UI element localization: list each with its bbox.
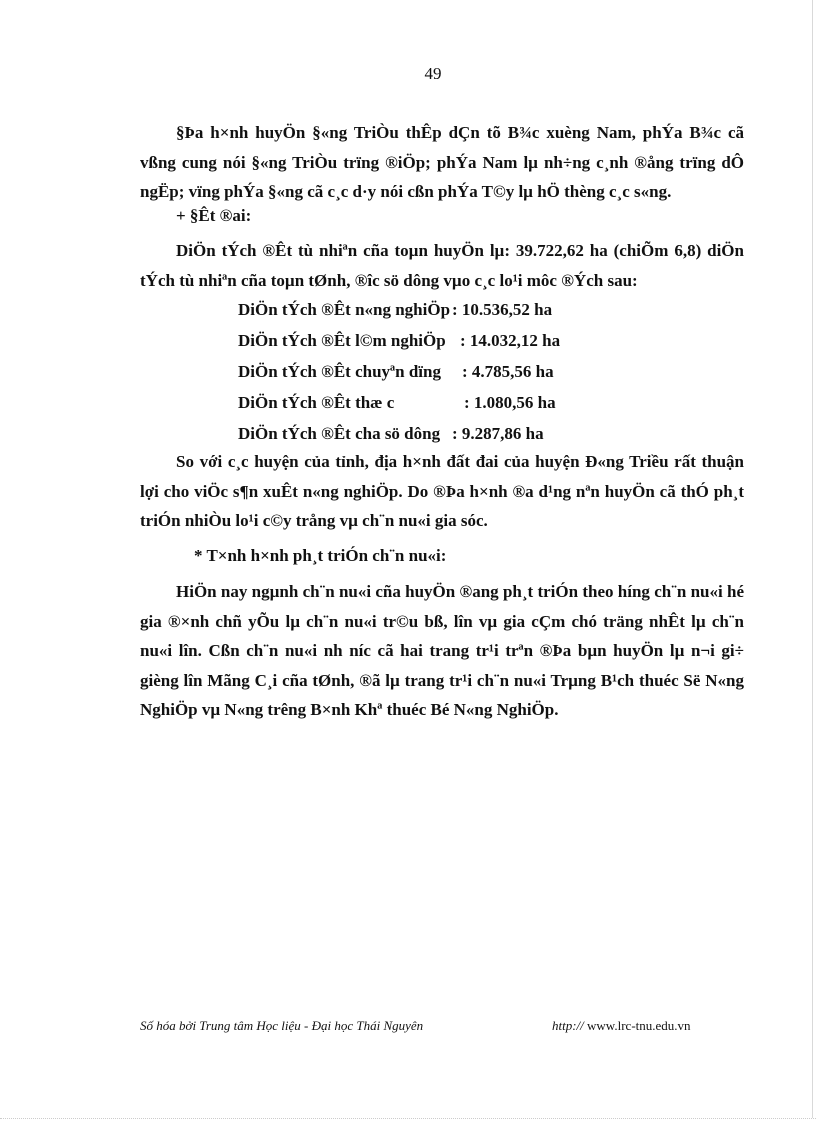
land-use-label: DiÖn tÝch ®Êt cha sö dông <box>238 424 441 443</box>
footer-url-protocol: http:// <box>552 1018 584 1033</box>
land-use-label: DiÖn tÝch ®Êt thæ c <box>238 393 395 412</box>
paragraph-land-area: DiÖn tÝch ®Êt tù nhiªn cña toµn huyÖn lµ: 39.722,62 ha (chiÕm 6,8) diÖn tÝch tù nhiªn cña toµn tØnh, ®îc sö dông vµo c¸c lo¹i môc ®Ých sau: <box>140 241 744 290</box>
paragraph-terrain: §Þa h×nh huyÖn §«ng TriÒu thÊp dÇn tõ B¾c xuèng Nam, phÝa B¾c cã vßng cung nói §«ng TriÒu trïng ®iÖp; phÝa Nam lµ nh÷ng c¸nh ®ång trïng dÔ ngËp; vïng phÝa §«ng cã c¸c d·y nói cßn phÝa T©y lµ hÖ thèng c¸c s«ng. <box>140 123 744 201</box>
land-use-value: : 14.032,12 ha <box>460 331 561 350</box>
page-number: 49 <box>424 64 442 83</box>
heading-livestock: * T×nh h×nh ph¸t triÓn ch¨n nu«i: <box>194 546 447 565</box>
footer-digitized-by: Số hóa bởi Trung tâm Học liệu - Đại học Thái Nguyên <box>140 1018 424 1033</box>
footer-url-domain: www.lrc-tnu.edu.vn <box>583 1018 691 1033</box>
page-edge-right <box>812 0 813 1118</box>
page-edge-bottom <box>0 1118 816 1119</box>
paragraph-livestock: HiÖn nay ngµnh ch¨n nu«i cña huyÖn ®ang ph¸t triÓn theo híng ch¨n nu«i hé gia ®×nh chñ yÕu lµ ch¨n nu«i tr©u bß, lîn vµ gia cÇm chó träng nhÊt lµ ch¨n nu«i lîn. Cßn ch¨n nu«i nh níc cã hai trang tr¹i trªn ®Þa bµn huyÖn lµ n¬i gi÷ gièng lîn Mãng C¸i cña tØnh, ®ã lµ trang tr¹i ch¨n nu«i Trµng B¹ch thuéc Së N«ng NghiÖp vµ N«ng trêng B×nh Khª thuéc Bé N«ng NghiÖp. <box>140 582 744 719</box>
land-use-value: : 1.080,56 ha <box>464 393 556 412</box>
land-use-value: : 10.536,52 ha <box>452 300 553 319</box>
footer-url[interactable] <box>552 1018 691 1034</box>
land-use-label: DiÖn tÝch ®Êt l©m nghiÖp <box>238 331 446 350</box>
paragraph-comparison: So với c¸c huyện của tỉnh, địa h×nh đất đai của huyện Đ«ng Triều rất thuận lợi cho viÖc s¶n xuÊt n«ng nghiÖp. Do ®Þa h×nh ®a d¹ng nªn huyÖn cã thÓ ph¸t triÓn nhiÒu lo¹i c©y trång vµ ch¨n nu«i gia sóc. <box>140 452 744 530</box>
land-use-value: : 9.287,86 ha <box>452 424 544 443</box>
land-use-label: DiÖn tÝch ®Êt chuyªn dïng <box>238 362 441 381</box>
land-use-label: DiÖn tÝch ®Êt n«ng nghiÖp <box>238 300 451 319</box>
land-use-value: : 4.785,56 ha <box>462 362 554 381</box>
heading-land: + §Êt ®ai: <box>176 206 252 225</box>
